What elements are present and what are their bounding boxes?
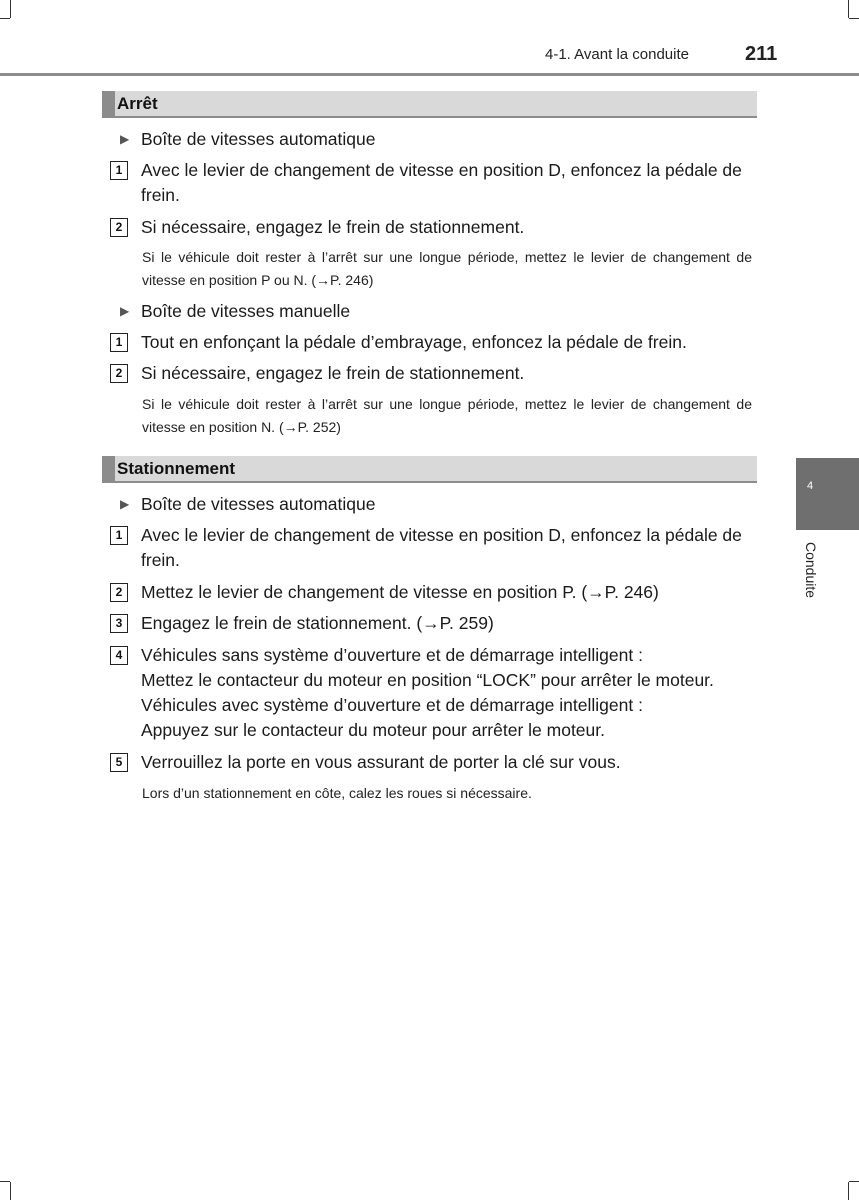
page-number: 211 bbox=[745, 43, 778, 65]
chapter-tab bbox=[796, 458, 859, 530]
step-text: Mettez le levier de changement de vitesse en position P. (→P. 246) bbox=[141, 582, 659, 602]
triangle-bullet-icon: ▶ bbox=[120, 132, 130, 146]
note-text: Si le véhicule doit rester à l’arrêt sur une longue période, mettez le levier de changement de vitesse en position N. (→P. 252) bbox=[142, 396, 752, 435]
step-number: 4 bbox=[110, 646, 128, 665]
crop-mark bbox=[849, 1181, 859, 1182]
chapter-number: 4 bbox=[807, 480, 814, 492]
step-text: Engagez le frein de stationnement. (→P. 259) bbox=[141, 613, 494, 633]
note-text: Si le véhicule doit rester à l’arrêt sur une longue période, mettez le levier de changement de vitesse en position P ou N. (→P. 246) bbox=[142, 249, 752, 288]
section-heading-stationnement bbox=[102, 456, 757, 483]
step-number: 3 bbox=[110, 614, 128, 633]
step-number: 1 bbox=[110, 526, 128, 545]
step-number: 1 bbox=[110, 161, 128, 180]
crop-mark bbox=[0, 1181, 10, 1182]
crop-mark bbox=[10, 0, 11, 18]
step-text: Verrouillez la porte en vous assurant de porter la clé sur vous. bbox=[141, 752, 621, 772]
header-rule bbox=[0, 73, 859, 76]
step-line: Véhicules sans système d’ouverture et de démarrage intelligent : bbox=[141, 645, 643, 665]
step-number: 2 bbox=[110, 364, 128, 383]
subsection-heading: ▶ Boîte de vitesses automatique bbox=[120, 494, 376, 514]
triangle-bullet-icon: ▶ bbox=[120, 497, 130, 511]
step-number: 2 bbox=[110, 218, 128, 237]
step-number: 1 bbox=[110, 333, 128, 352]
step-text bbox=[141, 643, 756, 743]
step-number: 5 bbox=[110, 753, 128, 772]
step-text: Si nécessaire, engagez le frein de stationnement. bbox=[141, 217, 525, 237]
step-line: Appuyez sur le contacteur du moteur pour arrêter le moteur. bbox=[141, 720, 605, 740]
step-number: 2 bbox=[110, 583, 128, 602]
running-header: 4-1. Avant la conduite bbox=[545, 46, 689, 63]
step-text: Avec le levier de changement de vitesse en position D, enfoncez la pédale de frein. bbox=[141, 160, 742, 205]
step-line: Véhicules avec système d’ouverture et de démarrage intelligent : bbox=[141, 695, 643, 715]
triangle-bullet-icon: ▶ bbox=[120, 304, 130, 318]
step-line: Mettez le contacteur du moteur en position “LOCK” pour arrêter le moteur. bbox=[141, 670, 714, 690]
crop-mark bbox=[10, 1182, 11, 1200]
subsection-heading: ▶ Boîte de vitesses automatique bbox=[120, 129, 376, 149]
note-text: Lors d’un stationnement en côte, calez les roues si nécessaire. bbox=[142, 785, 532, 801]
section-title: Arrêt bbox=[117, 94, 158, 113]
crop-mark bbox=[848, 0, 849, 18]
subsection-heading: ▶ Boîte de vitesses manuelle bbox=[120, 301, 351, 321]
crop-mark bbox=[0, 18, 10, 19]
chapter-label: Conduite bbox=[803, 542, 819, 599]
section-title: Stationnement bbox=[117, 459, 236, 478]
step-text: Avec le levier de changement de vitesse en position D, enfoncez la pédale de frein. bbox=[141, 525, 742, 570]
section-heading-arret bbox=[102, 91, 757, 118]
step-text: Tout en enfonçant la pédale d’embrayage, enfoncez la pédale de frein. bbox=[141, 332, 687, 352]
crop-mark bbox=[849, 18, 859, 19]
crop-mark bbox=[848, 1182, 849, 1200]
step-text: Si nécessaire, engagez le frein de stationnement. bbox=[141, 363, 525, 383]
